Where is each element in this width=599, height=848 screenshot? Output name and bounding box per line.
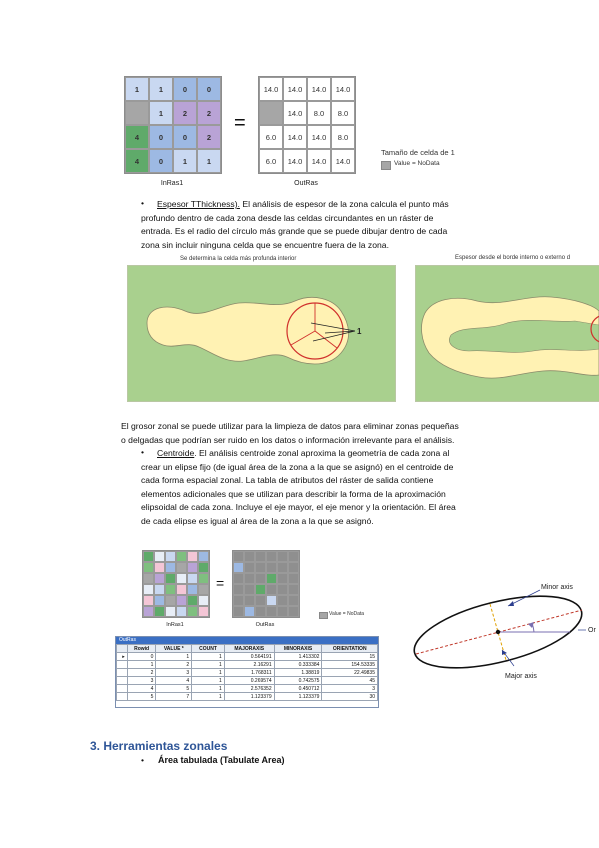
thickness-left-panel <box>127 265 396 402</box>
centroide-paragraph <box>141 447 515 529</box>
table-cell: 7 <box>156 693 192 701</box>
outras-small-cell <box>233 606 244 617</box>
outras-small-cell <box>288 606 299 617</box>
outras-small-cell <box>288 562 299 573</box>
inras1-small-cell <box>165 606 176 617</box>
table-cell: 1 <box>192 685 225 693</box>
outras-small-cell <box>277 562 288 573</box>
centroide-line-5: de cada elipse es igual al área de la zona a la que se asignó. <box>141 515 374 526</box>
table-cell: 2 <box>127 669 156 677</box>
inras1-cell: 2 <box>197 125 221 149</box>
table-cell <box>117 693 128 701</box>
inras1-small-cell <box>143 584 154 595</box>
outras-small-cell <box>244 595 255 606</box>
outras-small-cell <box>266 606 277 617</box>
right-panel-title: Espesor desde el borde interno o externo d <box>455 255 571 261</box>
table-cell: ▸ <box>117 653 128 661</box>
outras-small-cell <box>266 551 277 562</box>
table-cell: 30 <box>322 693 378 701</box>
minor-axis-label: Minor axis <box>541 584 573 591</box>
table-header-cell[interactable]: MINORAXIS <box>274 645 322 653</box>
table-cell: 1.768311 <box>224 669 274 677</box>
outras-cell: 6.0 <box>259 149 283 173</box>
legend-item-2: Value = NoData <box>329 611 365 617</box>
outras-cell: 14.0 <box>307 77 331 101</box>
inras1-cell: 0 <box>173 125 197 149</box>
table-cell: 3 <box>156 669 192 677</box>
inras1-cell: 0 <box>173 77 197 101</box>
outras-small-cell <box>244 562 255 573</box>
inras1-cell: 1 <box>125 77 149 101</box>
outras-cell <box>259 101 283 125</box>
section-bullet: • <box>141 755 145 765</box>
equals-sign: = <box>234 112 246 134</box>
inras1-small-cell <box>165 562 176 573</box>
table-cell <box>117 677 128 685</box>
inras1-cell: 4 <box>125 149 149 173</box>
table-cell: 1 <box>192 669 225 677</box>
table-cell: 1 <box>192 677 225 685</box>
left-panel-title: Se determina la celda más profunda interior <box>180 256 297 262</box>
section-heading: 3. Herramientas zonales <box>90 739 228 753</box>
outras-small-grid <box>232 550 300 618</box>
outras-small-cell <box>233 573 244 584</box>
legend-item: Value = NoData <box>394 160 440 167</box>
table-cell: 0.450712 <box>274 685 322 693</box>
table-header-cell[interactable]: COUNT <box>192 645 225 653</box>
espesor-line-2: entrada. Es el radio del círculo más grande que se puede dibujar dentro de cada <box>141 226 448 237</box>
callout-label: 1 <box>357 327 362 336</box>
table-cell: 0.269574 <box>224 677 274 685</box>
table-cell <box>117 669 128 677</box>
outras-small-cell <box>244 584 255 595</box>
inras1-small-cell <box>198 551 209 562</box>
inras1-small-cell <box>198 595 209 606</box>
outras-small-cell <box>233 551 244 562</box>
outras-cell: 14.0 <box>283 125 307 149</box>
inras1-cell: 0 <box>197 77 221 101</box>
grosor-paragraph <box>121 420 521 447</box>
inras1-cell <box>125 101 149 125</box>
table-cell: 4 <box>156 677 192 685</box>
table-cell: 45 <box>322 677 378 685</box>
table-header-cell[interactable]: Rowid <box>127 645 156 653</box>
centroide-line-3: elementos adicionales que se utilizan para describir la forma de la aproximación <box>141 488 446 499</box>
table-cell: 0.333384 <box>274 661 322 669</box>
outras-cell: 14.0 <box>283 77 307 101</box>
table-cell <box>117 685 128 693</box>
table-cell: 15 <box>322 653 378 661</box>
outras-small-cell <box>288 584 299 595</box>
table-row[interactable] <box>117 669 378 677</box>
outras-small-cell <box>277 551 288 562</box>
inras1-small-cell <box>198 562 209 573</box>
outras-small-cell <box>255 562 266 573</box>
attribute-table-title: OutRas <box>116 637 378 644</box>
inras1-small-cell <box>143 562 154 573</box>
outras-small-cell <box>244 606 255 617</box>
attribute-table-window <box>115 636 379 708</box>
outras-small-cell <box>233 595 244 606</box>
inras1-small-cell <box>176 595 187 606</box>
table-cell <box>117 661 128 669</box>
outras-cell: 6.0 <box>259 125 283 149</box>
table-cell: 2 <box>156 661 192 669</box>
inras1-small-grid <box>142 550 210 618</box>
espesor-paragraph <box>141 198 515 252</box>
grosor-line-1: o delgadas que podrían ser ruido en los datos o información irrelevante para el análisis. <box>121 434 455 445</box>
table-cell: 5 <box>127 693 156 701</box>
inras1-grid <box>124 76 222 174</box>
table-cell: 1 <box>192 693 225 701</box>
outras-cell: 14.0 <box>307 125 331 149</box>
table-cell: 1.38819 <box>274 669 322 677</box>
table-cell: 2.16291 <box>224 661 274 669</box>
outras-small-cell <box>266 584 277 595</box>
espesor-link[interactable]: Espesor TThickness). <box>157 199 240 209</box>
outras-cell: 14.0 <box>259 77 283 101</box>
inras1-small-cell <box>143 551 154 562</box>
table-cell: 0 <box>127 653 156 661</box>
nodata-swatch-2 <box>319 612 328 619</box>
table-header-cell[interactable] <box>117 645 128 653</box>
inras1-caption-2: InRas1 <box>166 622 184 628</box>
table-row[interactable] <box>117 693 378 701</box>
inras1-small-cell <box>176 562 187 573</box>
outras-cell: 14.0 <box>307 149 331 173</box>
attribute-table <box>116 644 378 701</box>
inras1-small-cell <box>154 584 165 595</box>
outras-cell: 14.0 <box>331 77 355 101</box>
legend-title: Tamaño de celda de 1 <box>381 148 455 157</box>
ellipse-diagram <box>410 574 599 686</box>
inras1-small-cell <box>143 573 154 584</box>
espesor-line-0: El análisis de espesor de la zona calcula el punto más <box>242 199 449 209</box>
outras-cell: 8.0 <box>307 101 331 125</box>
table-cell: 2.576352 <box>224 685 274 693</box>
inras1-small-cell <box>187 573 198 584</box>
table-row[interactable] <box>117 661 378 669</box>
inras1-small-cell <box>154 551 165 562</box>
inras1-small-cell <box>176 584 187 595</box>
outras-small-cell <box>244 573 255 584</box>
thickness-right-panel <box>415 265 599 402</box>
section-item: Área tabulada (Tabulate Area) <box>158 755 285 765</box>
table-cell: 1 <box>192 661 225 669</box>
table-cell: 0.564191 <box>224 653 274 661</box>
espesor-line-1: profundo dentro de cada zona desde las celdas circundantes en un ráster de <box>141 212 434 223</box>
inras1-small-cell <box>165 595 176 606</box>
outras-cell: 14.0 <box>331 149 355 173</box>
inras1-small-cell <box>187 584 198 595</box>
inras1-small-cell <box>187 606 198 617</box>
table-header-cell[interactable]: VALUE * <box>156 645 192 653</box>
outras-small-cell <box>255 595 266 606</box>
outras-small-cell <box>233 584 244 595</box>
inras1-cell: 2 <box>173 101 197 125</box>
outras-small-cell <box>255 606 266 617</box>
table-cell: 1.123379 <box>224 693 274 701</box>
centroide-line-2: cada forma espacial zonal. La tabla de atributos del ráster de salida contiene <box>141 475 434 486</box>
table-row[interactable] <box>117 653 378 661</box>
outras-small-cell <box>277 573 288 584</box>
espesor-line-3: zona sin incluir ninguna celda que se encuentre fuera de la zona. <box>141 239 389 250</box>
inras1-cell: 1 <box>149 77 173 101</box>
inras1-small-cell <box>154 595 165 606</box>
inras1-small-cell <box>176 573 187 584</box>
table-cell: 1 <box>156 653 192 661</box>
inras1-small-cell <box>143 606 154 617</box>
table-cell: 4 <box>127 685 156 693</box>
inras1-cell: 0 <box>149 149 173 173</box>
outras-small-cell <box>277 584 288 595</box>
inras1-small-cell <box>154 562 165 573</box>
outras-small-cell <box>233 562 244 573</box>
inras1-cell: 1 <box>173 149 197 173</box>
outras-small-cell <box>266 562 277 573</box>
inras1-small-cell <box>187 595 198 606</box>
table-cell: 3 <box>322 685 378 693</box>
espesor-bullet: • <box>141 198 145 208</box>
centroide-link[interactable]: Centroide <box>157 448 195 458</box>
outras-cell: 8.0 <box>331 125 355 149</box>
centroide-line-1: crear un elipse fijo (de igual área de la zona a la que se asignó) en el centroide de <box>141 461 454 472</box>
outras-caption-2: OutRas <box>255 622 275 628</box>
outras-cell: 8.0 <box>331 101 355 125</box>
nodata-swatch <box>381 161 391 170</box>
table-cell: 3 <box>127 677 156 685</box>
table-cell: 0.742575 <box>274 677 322 685</box>
inras1-cell: 4 <box>125 125 149 149</box>
table-header-cell[interactable]: ORIENTATION <box>322 645 378 653</box>
outras-small-cell <box>255 584 266 595</box>
inras1-small-cell <box>154 573 165 584</box>
outras-small-cell <box>266 595 277 606</box>
inras1-small-cell <box>187 562 198 573</box>
outras-cell: 14.0 <box>283 149 307 173</box>
major-axis-label: Major axis <box>505 673 537 680</box>
inras1-cell: 1 <box>149 101 173 125</box>
inras1-small-cell <box>165 551 176 562</box>
table-cell: 1 <box>127 661 156 669</box>
outras-small-cell <box>277 595 288 606</box>
table-cell: 1.413302 <box>274 653 322 661</box>
table-row[interactable] <box>117 685 378 693</box>
equals-sign-2: = <box>216 575 225 591</box>
outras-small-cell <box>288 551 299 562</box>
inras1-caption: InRas1 <box>160 180 184 187</box>
table-cell: 22.49835 <box>322 669 378 677</box>
outras-small-cell <box>266 573 277 584</box>
centroide-line-4: elipsoidal de cada zona. Incluye el eje mayor, el eje menor y la orientación. El área <box>141 502 456 513</box>
inras1-cell: 1 <box>197 149 221 173</box>
outras-caption: OutRas <box>294 180 318 187</box>
outras-small-cell <box>255 551 266 562</box>
outras-cell: 14.0 <box>283 101 307 125</box>
outras-small-cell <box>288 595 299 606</box>
orientation-label: Or <box>588 627 596 634</box>
table-row[interactable] <box>117 677 378 685</box>
inras1-small-cell <box>198 606 209 617</box>
table-cell: 154.53335 <box>322 661 378 669</box>
grosor-line-0: El grosor zonal se puede utilizar para la limpieza de datos para eliminar zonas pequeñas <box>121 421 459 431</box>
inras1-small-cell <box>165 584 176 595</box>
inras1-cell: 0 <box>149 125 173 149</box>
outras-grid <box>258 76 356 174</box>
outras-small-cell <box>277 606 288 617</box>
inras1-small-cell <box>176 606 187 617</box>
outras-small-cell <box>244 551 255 562</box>
inras1-small-cell <box>198 573 209 584</box>
centroide-bullet: • <box>141 447 145 457</box>
table-cell: 5 <box>156 685 192 693</box>
inras1-small-cell <box>198 584 209 595</box>
centroide-line-0: . El análisis centroide zonal aproxima la geometría de cada zona al <box>194 448 450 458</box>
inras1-small-cell <box>187 551 198 562</box>
outras-small-cell <box>288 573 299 584</box>
table-cell: 1 <box>192 653 225 661</box>
outras-small-cell <box>255 573 266 584</box>
table-cell: 1.123379 <box>274 693 322 701</box>
inras1-small-cell <box>176 551 187 562</box>
inras1-small-cell <box>165 573 176 584</box>
table-header-cell[interactable]: MAJORAXIS <box>224 645 274 653</box>
inras1-small-cell <box>154 606 165 617</box>
inras1-cell: 2 <box>197 101 221 125</box>
inras1-small-cell <box>143 595 154 606</box>
